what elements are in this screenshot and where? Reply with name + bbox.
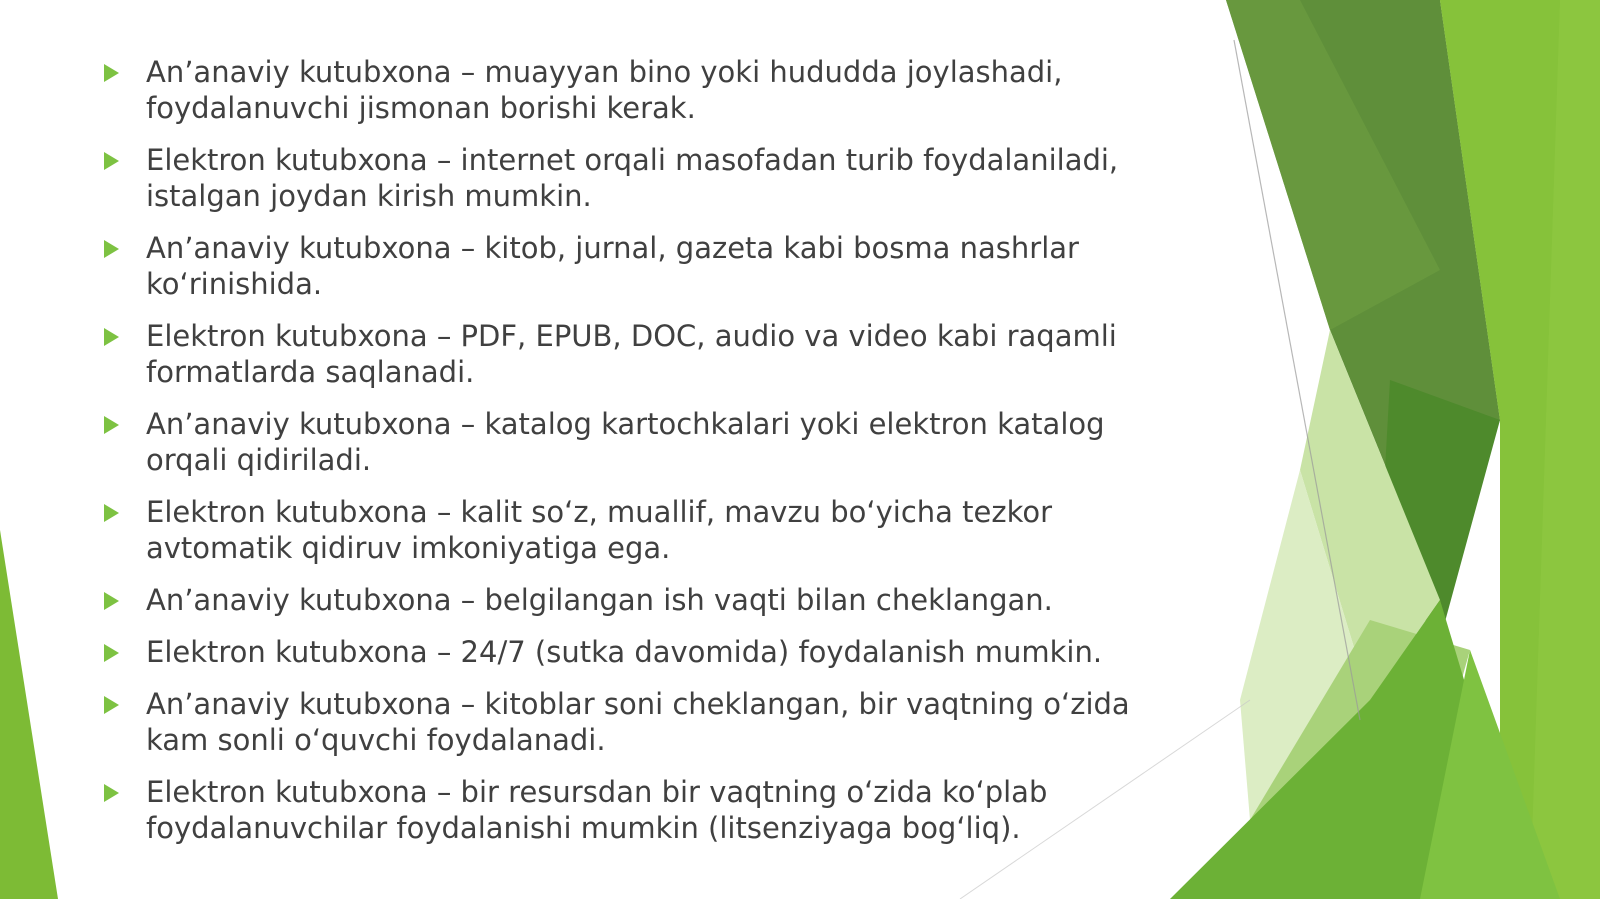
bullet-item	[100, 318, 1180, 390]
bullet-item	[100, 230, 1180, 302]
bullet-text: An’anaviy kutubxona – kitob, jurnal, gazeta kabi bosma nashrlar ko‘rinishida.	[146, 231, 1079, 301]
bullet-text: Elektron kutubxona – kalit so‘z, muallif, mavzu bo‘yicha tezkor avtomatik qidiruv imkoniyatiga ega.	[146, 495, 1053, 565]
bullet-list	[100, 54, 1180, 862]
bullet-item	[100, 494, 1180, 566]
triangle-right-icon	[104, 644, 119, 662]
bullet-text: An’anaviy kutubxona – belgilangan ish vaqti bilan cheklangan.	[146, 583, 1053, 617]
bullet-text: An’anaviy kutubxona – muayyan bino yoki hududda joylashadi, foydalanuvchi jismonan borishi kerak.	[146, 55, 1063, 125]
bullet-text: Elektron kutubxona – bir resursdan bir vaqtning o‘zida ko‘plab foydalanuvchilar foydalanishi mumkin (litsenziyaga bog‘liq).	[146, 775, 1048, 845]
triangle-right-icon	[104, 240, 119, 258]
bullet-text: Elektron kutubxona – PDF, EPUB, DOC, audio va video kabi raqamli formatlarda saqlanadi.	[146, 319, 1117, 389]
triangle-right-icon	[104, 592, 119, 610]
bullet-item	[100, 774, 1180, 846]
triangle-right-icon	[104, 696, 119, 714]
bullet-item	[100, 634, 1180, 670]
bullet-text: An’anaviy kutubxona – kitoblar soni cheklangan, bir vaqtning o‘zida kam sonli o‘quvchi foydalanadi.	[146, 687, 1130, 757]
triangle-right-icon	[104, 784, 119, 802]
triangle-right-icon	[104, 64, 119, 82]
bullet-text: Elektron kutubxona – 24/7 (sutka davomida) foydalanish mumkin.	[146, 635, 1103, 669]
triangle-right-icon	[104, 416, 119, 434]
bullet-item	[100, 582, 1180, 618]
bullet-item	[100, 406, 1180, 478]
left-green-sliver	[0, 530, 58, 899]
triangle-right-icon	[104, 152, 119, 170]
bullet-item	[100, 142, 1180, 214]
bullet-item	[100, 54, 1180, 126]
bullet-text: An’anaviy kutubxona – katalog kartochkalari yoki elektron katalog orqali qidiriladi.	[146, 407, 1105, 477]
triangle-right-icon	[104, 504, 119, 522]
bullet-text: Elektron kutubxona – internet orqali masofadan turib foydalaniladi, istalgan joydan kirish mumkin.	[146, 143, 1119, 213]
triangle-right-icon	[104, 328, 119, 346]
bullet-item	[100, 686, 1180, 758]
